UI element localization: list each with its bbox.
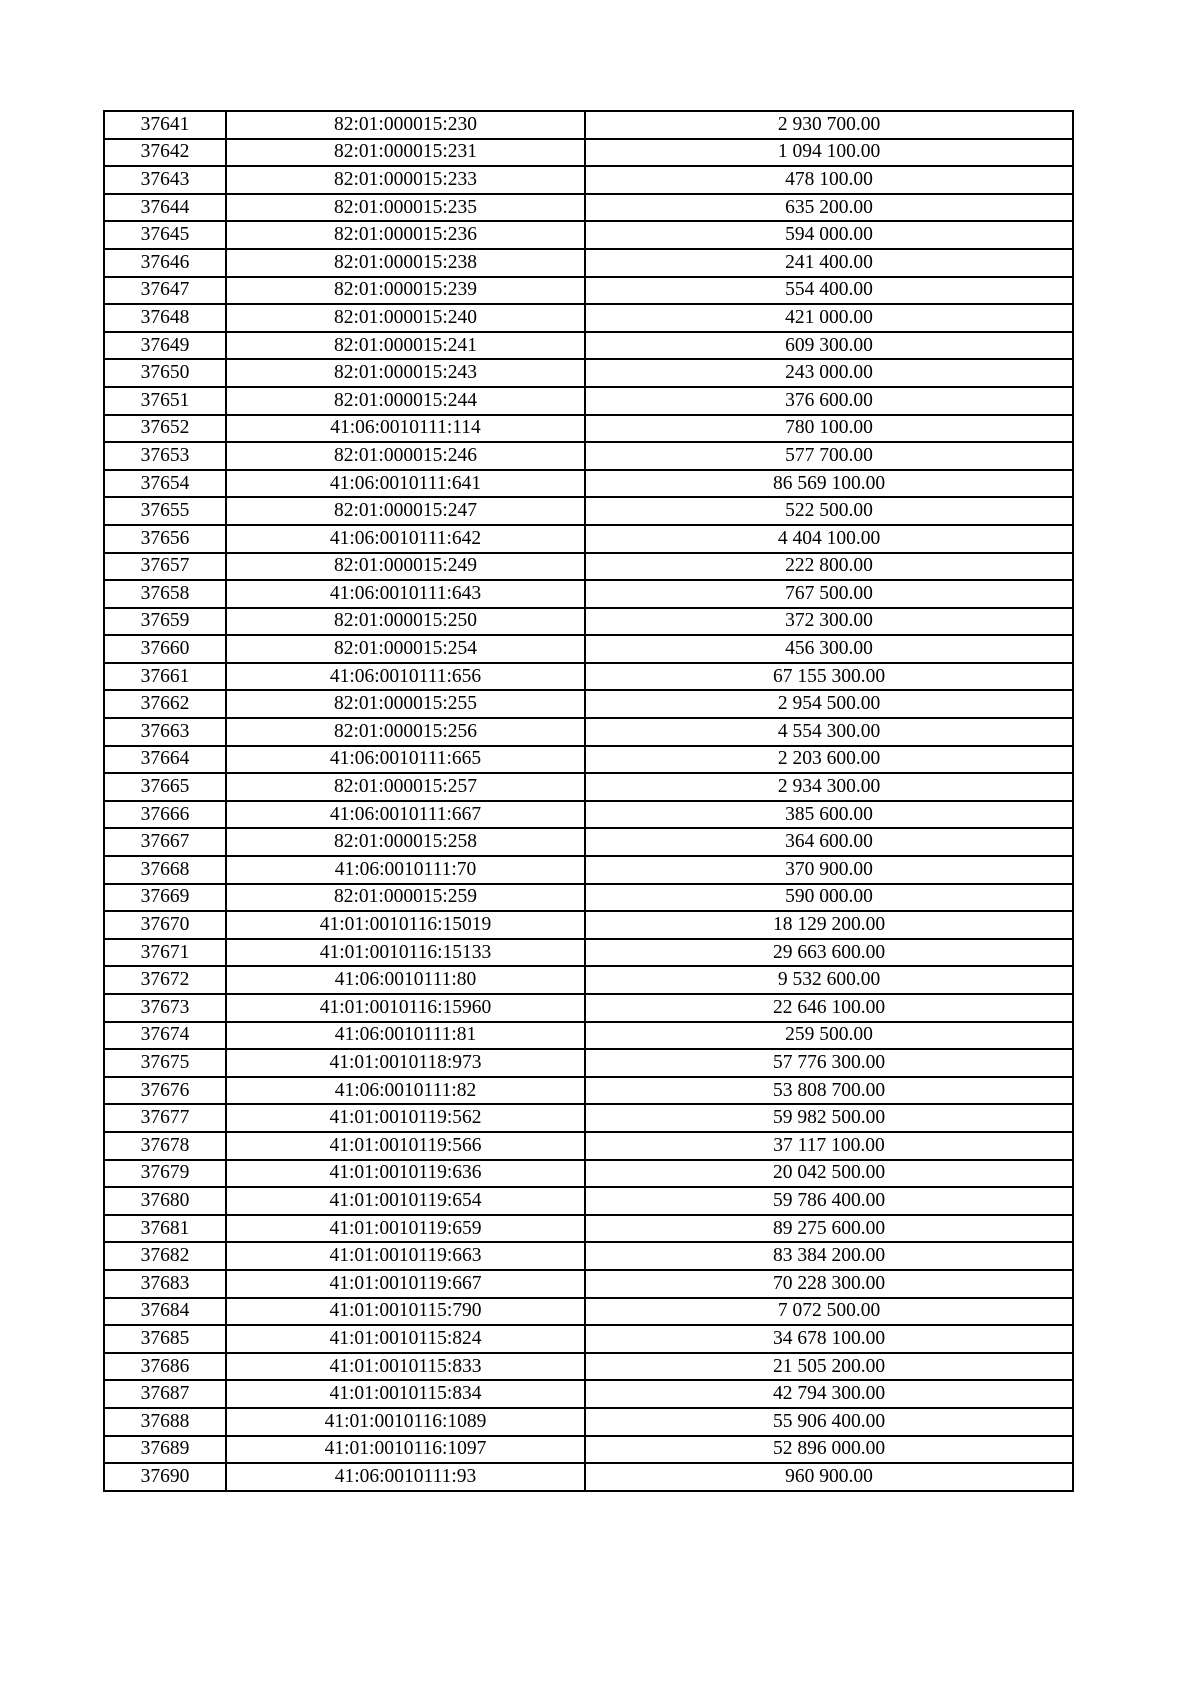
cadastral-value-cell: 594 000.00 — [585, 221, 1073, 249]
table-row — [104, 1077, 1073, 1105]
cadastral-value-cell: 20 042 500.00 — [585, 1160, 1073, 1188]
table-row — [104, 359, 1073, 387]
table-row — [104, 111, 1073, 139]
cadastral-number-cell: 41:06:0010111:656 — [226, 663, 585, 691]
table-body — [104, 111, 1073, 1491]
cadastral-value-cell: 59 786 400.00 — [585, 1187, 1073, 1215]
row-number-cell: 37663 — [104, 718, 226, 746]
cadastral-value-cell: 376 600.00 — [585, 387, 1073, 415]
cadastral-number-cell: 82:01:000015:247 — [226, 497, 585, 525]
table-row — [104, 1242, 1073, 1270]
cadastral-value-cell: 259 500.00 — [585, 1022, 1073, 1050]
cadastral-value-cell: 577 700.00 — [585, 442, 1073, 470]
row-number-cell: 37659 — [104, 608, 226, 636]
cadastral-value-cell: 83 384 200.00 — [585, 1242, 1073, 1270]
table-row — [104, 277, 1073, 305]
row-number-cell: 37669 — [104, 884, 226, 912]
table-row — [104, 1436, 1073, 1464]
row-number-cell: 37648 — [104, 304, 226, 332]
cadastral-number-cell: 82:01:000015:239 — [226, 277, 585, 305]
cadastral-value-cell: 1 094 100.00 — [585, 139, 1073, 167]
cadastral-number-cell: 41:01:0010115:824 — [226, 1325, 585, 1353]
cadastral-value-cell: 522 500.00 — [585, 497, 1073, 525]
cadastral-number-cell: 41:06:0010111:641 — [226, 470, 585, 498]
cadastral-value-cell: 9 532 600.00 — [585, 966, 1073, 994]
row-number-cell: 37687 — [104, 1380, 226, 1408]
row-number-cell: 37654 — [104, 470, 226, 498]
cadastral-number-cell: 41:01:0010116:1097 — [226, 1436, 585, 1464]
row-number-cell: 37656 — [104, 525, 226, 553]
table-row — [104, 470, 1073, 498]
table-row — [104, 1187, 1073, 1215]
cadastral-number-cell: 82:01:000015:255 — [226, 690, 585, 718]
table-row — [104, 635, 1073, 663]
cadastral-number-cell: 41:01:0010116:1089 — [226, 1408, 585, 1436]
cadastral-number-cell: 41:01:0010119:659 — [226, 1215, 585, 1243]
row-number-cell: 37676 — [104, 1077, 226, 1105]
table-row — [104, 1270, 1073, 1298]
table-row — [104, 746, 1073, 774]
cadastral-value-cell: 86 569 100.00 — [585, 470, 1073, 498]
cadastral-number-cell: 41:01:0010116:15019 — [226, 911, 585, 939]
cadastral-value-cell: 960 900.00 — [585, 1463, 1073, 1491]
cadastral-number-cell: 82:01:000015:259 — [226, 884, 585, 912]
table-row — [104, 1353, 1073, 1381]
cadastral-value-cell: 767 500.00 — [585, 580, 1073, 608]
row-number-cell: 37683 — [104, 1270, 226, 1298]
row-number-cell: 37674 — [104, 1022, 226, 1050]
cadastral-value-cell: 67 155 300.00 — [585, 663, 1073, 691]
cadastral-number-cell: 82:01:000015:230 — [226, 111, 585, 139]
table-row — [104, 939, 1073, 967]
cadastral-number-cell: 41:01:0010119:566 — [226, 1132, 585, 1160]
cadastral-value-cell: 421 000.00 — [585, 304, 1073, 332]
cadastral-number-cell: 82:01:000015:250 — [226, 608, 585, 636]
row-number-cell: 37665 — [104, 773, 226, 801]
cadastral-value-cell: 385 600.00 — [585, 801, 1073, 829]
table-row — [104, 1049, 1073, 1077]
cadastral-value-cell: 55 906 400.00 — [585, 1408, 1073, 1436]
cadastral-number-cell: 82:01:000015:256 — [226, 718, 585, 746]
row-number-cell: 37684 — [104, 1298, 226, 1326]
table-row — [104, 801, 1073, 829]
cadastral-number-cell: 41:06:0010111:667 — [226, 801, 585, 829]
table-row — [104, 194, 1073, 222]
table-row — [104, 828, 1073, 856]
cadastral-value-cell: 37 117 100.00 — [585, 1132, 1073, 1160]
cadastral-value-cell: 29 663 600.00 — [585, 939, 1073, 967]
row-number-cell: 37651 — [104, 387, 226, 415]
cadastral-number-cell: 41:01:0010115:833 — [226, 1353, 585, 1381]
cadastral-number-cell: 82:01:000015:258 — [226, 828, 585, 856]
table-row — [104, 387, 1073, 415]
table-row — [104, 415, 1073, 443]
row-number-cell: 37690 — [104, 1463, 226, 1491]
row-number-cell: 37682 — [104, 1242, 226, 1270]
table-row — [104, 166, 1073, 194]
cadastral-number-cell: 41:06:0010111:93 — [226, 1463, 585, 1491]
row-number-cell: 37660 — [104, 635, 226, 663]
table-row — [104, 1463, 1073, 1491]
row-number-cell: 37661 — [104, 663, 226, 691]
row-number-cell: 37645 — [104, 221, 226, 249]
table-row — [104, 663, 1073, 691]
cadastral-value-cell: 372 300.00 — [585, 608, 1073, 636]
cadastral-number-cell: 41:06:0010111:642 — [226, 525, 585, 553]
cadastral-number-cell: 41:01:0010119:667 — [226, 1270, 585, 1298]
row-number-cell: 37686 — [104, 1353, 226, 1381]
cadastral-number-cell: 82:01:000015:235 — [226, 194, 585, 222]
table-row — [104, 773, 1073, 801]
cadastral-value-cell: 243 000.00 — [585, 359, 1073, 387]
table-row — [104, 497, 1073, 525]
table-row — [104, 608, 1073, 636]
cadastral-number-cell: 41:06:0010111:643 — [226, 580, 585, 608]
row-number-cell: 37644 — [104, 194, 226, 222]
cadastral-number-cell: 82:01:000015:246 — [226, 442, 585, 470]
cadastral-number-cell: 82:01:000015:236 — [226, 221, 585, 249]
table-row — [104, 1325, 1073, 1353]
row-number-cell: 37667 — [104, 828, 226, 856]
cadastral-value-cell: 21 505 200.00 — [585, 1353, 1073, 1381]
table-row — [104, 442, 1073, 470]
cadastral-number-cell: 41:01:0010115:834 — [226, 1380, 585, 1408]
row-number-cell: 37677 — [104, 1104, 226, 1132]
row-number-cell: 37671 — [104, 939, 226, 967]
cadastral-number-cell: 41:06:0010111:114 — [226, 415, 585, 443]
cadastral-value-cell: 53 808 700.00 — [585, 1077, 1073, 1105]
table-row — [104, 580, 1073, 608]
cadastral-number-cell: 41:01:0010115:790 — [226, 1298, 585, 1326]
cadastral-value-cell: 590 000.00 — [585, 884, 1073, 912]
cadastral-value-cell: 89 275 600.00 — [585, 1215, 1073, 1243]
table-row — [104, 139, 1073, 167]
row-number-cell: 37655 — [104, 497, 226, 525]
cadastral-number-cell: 41:01:0010119:562 — [226, 1104, 585, 1132]
table-row — [104, 1022, 1073, 1050]
cadastral-number-cell: 41:01:0010116:15960 — [226, 994, 585, 1022]
row-number-cell: 37672 — [104, 966, 226, 994]
cadastral-value-cell: 70 228 300.00 — [585, 1270, 1073, 1298]
table-row — [104, 1298, 1073, 1326]
row-number-cell: 37658 — [104, 580, 226, 608]
cadastral-value-cell: 59 982 500.00 — [585, 1104, 1073, 1132]
row-number-cell: 37647 — [104, 277, 226, 305]
row-number-cell: 37652 — [104, 415, 226, 443]
cadastral-number-cell: 41:06:0010111:81 — [226, 1022, 585, 1050]
row-number-cell: 37641 — [104, 111, 226, 139]
cadastral-value-cell: 4 404 100.00 — [585, 525, 1073, 553]
cadastral-number-cell: 41:01:0010119:663 — [226, 1242, 585, 1270]
cadastral-value-cell: 456 300.00 — [585, 635, 1073, 663]
row-number-cell: 37685 — [104, 1325, 226, 1353]
row-number-cell: 37650 — [104, 359, 226, 387]
cadastral-value-cell: 2 954 500.00 — [585, 690, 1073, 718]
table-row — [104, 1160, 1073, 1188]
cadastral-number-cell: 82:01:000015:243 — [226, 359, 585, 387]
table-row — [104, 856, 1073, 884]
cadastral-value-cell: 2 934 300.00 — [585, 773, 1073, 801]
cadastral-value-cell: 2 930 700.00 — [585, 111, 1073, 139]
cadastral-value-cell: 52 896 000.00 — [585, 1436, 1073, 1464]
cadastral-number-cell: 82:01:000015:257 — [226, 773, 585, 801]
cadastral-value-cell: 609 300.00 — [585, 332, 1073, 360]
row-number-cell: 37679 — [104, 1160, 226, 1188]
cadastral-number-cell: 41:01:0010118:973 — [226, 1049, 585, 1077]
cadastral-number-cell: 41:01:0010119:636 — [226, 1160, 585, 1188]
cadastral-value-cell: 18 129 200.00 — [585, 911, 1073, 939]
cadastral-number-cell: 82:01:000015:238 — [226, 249, 585, 277]
table-row — [104, 525, 1073, 553]
cadastral-value-cell: 7 072 500.00 — [585, 1298, 1073, 1326]
cadastral-number-cell: 41:06:0010111:82 — [226, 1077, 585, 1105]
table-row — [104, 221, 1073, 249]
row-number-cell: 37646 — [104, 249, 226, 277]
cadastral-value-cell: 364 600.00 — [585, 828, 1073, 856]
row-number-cell: 37678 — [104, 1132, 226, 1160]
cadastral-value-cell: 370 900.00 — [585, 856, 1073, 884]
table-row — [104, 553, 1073, 581]
table-row — [104, 1380, 1073, 1408]
table-row — [104, 911, 1073, 939]
row-number-cell: 37689 — [104, 1436, 226, 1464]
table-row — [104, 1408, 1073, 1436]
cadastral-number-cell: 41:01:0010116:15133 — [226, 939, 585, 967]
table-row — [104, 249, 1073, 277]
row-number-cell: 37649 — [104, 332, 226, 360]
row-number-cell: 37643 — [104, 166, 226, 194]
row-number-cell: 37681 — [104, 1215, 226, 1243]
row-number-cell: 37673 — [104, 994, 226, 1022]
cadastral-value-cell: 57 776 300.00 — [585, 1049, 1073, 1077]
table-row — [104, 718, 1073, 746]
cadastral-number-cell: 82:01:000015:233 — [226, 166, 585, 194]
row-number-cell: 37657 — [104, 553, 226, 581]
row-number-cell: 37666 — [104, 801, 226, 829]
cadastral-value-cell: 241 400.00 — [585, 249, 1073, 277]
row-number-cell: 37670 — [104, 911, 226, 939]
cadastral-value-cell: 478 100.00 — [585, 166, 1073, 194]
cadastral-value-cell: 34 678 100.00 — [585, 1325, 1073, 1353]
cadastral-number-cell: 82:01:000015:249 — [226, 553, 585, 581]
table-row — [104, 1132, 1073, 1160]
cadastral-value-cell: 222 800.00 — [585, 553, 1073, 581]
cadastral-number-cell: 82:01:000015:231 — [226, 139, 585, 167]
table-row — [104, 304, 1073, 332]
cadastral-number-cell: 41:06:0010111:665 — [226, 746, 585, 774]
cadastral-number-cell: 82:01:000015:254 — [226, 635, 585, 663]
table-row — [104, 994, 1073, 1022]
cadastral-value-cell: 4 554 300.00 — [585, 718, 1073, 746]
row-number-cell: 37688 — [104, 1408, 226, 1436]
table-row — [104, 1215, 1073, 1243]
cadastral-value-cell: 2 203 600.00 — [585, 746, 1073, 774]
row-number-cell: 37662 — [104, 690, 226, 718]
cadastral-value-cell: 635 200.00 — [585, 194, 1073, 222]
cadastral-number-cell: 41:01:0010119:654 — [226, 1187, 585, 1215]
cadastral-number-cell: 82:01:000015:244 — [226, 387, 585, 415]
table-row — [104, 966, 1073, 994]
cadastral-value-cell: 22 646 100.00 — [585, 994, 1073, 1022]
cadastral-number-cell: 41:06:0010111:80 — [226, 966, 585, 994]
table-row — [104, 884, 1073, 912]
cadastral-number-cell: 82:01:000015:240 — [226, 304, 585, 332]
cadastral-value-cell: 42 794 300.00 — [585, 1380, 1073, 1408]
row-number-cell: 37680 — [104, 1187, 226, 1215]
table-row — [104, 332, 1073, 360]
cadastral-number-cell: 41:06:0010111:70 — [226, 856, 585, 884]
row-number-cell: 37668 — [104, 856, 226, 884]
cadastral-number-cell: 82:01:000015:241 — [226, 332, 585, 360]
row-number-cell: 37675 — [104, 1049, 226, 1077]
cadastral-value-cell: 554 400.00 — [585, 277, 1073, 305]
row-number-cell: 37653 — [104, 442, 226, 470]
cadastral-value-table — [103, 110, 1074, 1492]
row-number-cell: 37664 — [104, 746, 226, 774]
row-number-cell: 37642 — [104, 139, 226, 167]
table-row — [104, 1104, 1073, 1132]
cadastral-value-cell: 780 100.00 — [585, 415, 1073, 443]
table-row — [104, 690, 1073, 718]
